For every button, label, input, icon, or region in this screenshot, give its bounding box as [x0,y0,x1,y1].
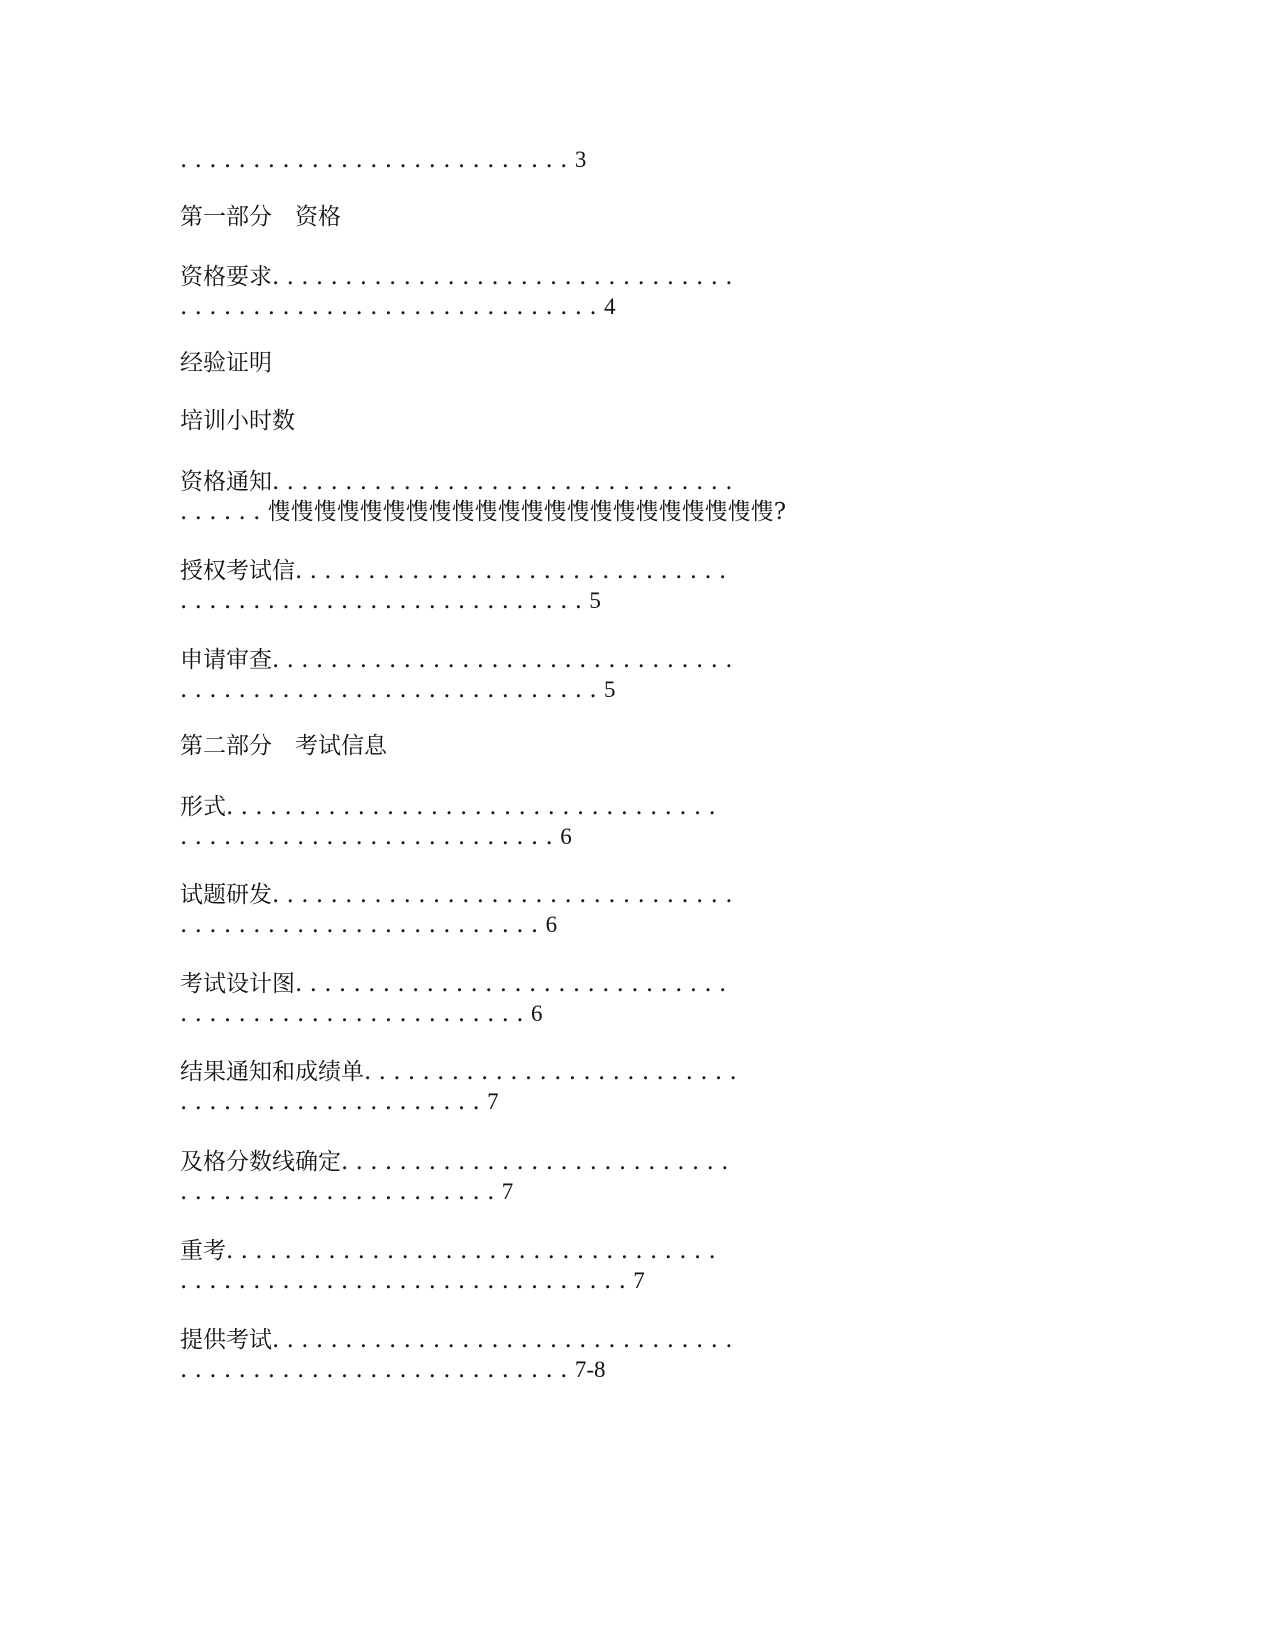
leader-dots: . . . . . . . . . . . . . . . . . . . . . . . . . . . . . . . . . . [226,1238,716,1264]
toc-entry-qualification-notice[interactable] [180,467,733,497]
toc-entry-training-hours[interactable] [180,406,295,436]
toc-entry-item-development[interactable] [180,880,733,910]
toc-entry-continuation [180,497,786,527]
page-number: 7-8 [574,1357,606,1382]
leader-dots: . . . . . . . . . . . . . . . . . . . . . . . . . . . . . . . . . . [226,794,716,820]
entry-title: 重考 [180,1238,226,1264]
leader-dots: . . . . . . . . . . . . . . . . . . . . . . . . . . . . [180,588,583,614]
page-number: 6 [530,1001,543,1026]
page-number: 5 [589,588,601,613]
toc-entry-retake[interactable] [180,1236,716,1266]
page-number: 6 [545,912,558,937]
entry-title: 试题研发 [180,882,272,908]
toc-entry-qualification-requirements[interactable] [180,262,733,292]
leader-dots: . . . . . . . . . . . . . . . . . . . . . . . . . . . . . . [295,558,727,584]
entry-title: 结果通知和成绩单 [180,1059,364,1085]
toc-entry-continuation [180,1266,645,1296]
leader-dots: . . . . . . . . . . . . . . . . . . . . . . . . . . . . . . . . [272,647,733,673]
leader-dots: . . . . . . . . . . . . . . . . . . . . . [180,1089,480,1115]
leader-dots: . . . . . . . . . . . . . . . . . . . . . . . . [180,1001,524,1027]
toc-entry-authorization-letter[interactable] [180,556,726,586]
leader-dots: . . . . . . . . . . . . . . . . . . . . . . . . . . . [341,1149,729,1175]
page-number: 6 [560,824,572,849]
entry-title: 形式 [180,794,226,820]
leader-dots: . . . . . . . . . . . . . . . . . . . . . . . . . . . [180,147,568,173]
leader-dots: . . . . . . . . . . . . . . . . . . . . . . . . . . . . . . . . [272,264,733,290]
entry-title: 申请审查 [180,647,272,673]
page-number: 4 [604,294,616,319]
page-number: 7 [501,1179,514,1204]
toc-entry-format[interactable] [180,792,716,822]
part2-heading: 第二部分 考试信息 [180,733,387,759]
toc-intro-line[interactable] [180,145,586,175]
toc-entry-continuation [180,1355,605,1385]
leader-dots: . . . . . . . . . . . . . . . . . . . . . . . . . . . . . . . [180,1268,626,1294]
leader-dots: . . . . . . . . . . . . . . . . . . . . . . . . . . . . . . . . [272,469,733,495]
leader-dots: . . . . . . [180,499,261,525]
toc-entry-continuation [180,1087,499,1117]
toc-entry-exam-blueprint[interactable] [180,969,726,999]
toc-entry-continuation [180,292,616,322]
leader-dots: . . . . . . . . . . . . . . . . . . . . . . . . . . . . . [180,677,597,703]
part1-heading: 第一部分 资格 [180,204,341,230]
toc-entry-exam-delivery[interactable] [180,1325,733,1355]
leader-dots: . . . . . . . . . . . . . . . . . . . . . . . . . . . . . . [295,971,727,997]
page-number: 7 [633,1268,645,1293]
entry-title: 授权考试信 [180,558,295,584]
page-number: 5 [604,677,616,702]
leader-dots: . . . . . . . . . . . . . . . . . . . . . . . . . . [180,824,553,850]
leader-dots: . . . . . . . . . . . . . . . . . . . . . . . . . . . . . . . . [272,1327,733,1353]
toc-entry-continuation [180,999,542,1029]
toc-entry-experience-proof[interactable] [180,348,272,378]
toc-entry-results-notice[interactable] [180,1057,737,1087]
toc-entry-continuation [180,586,601,616]
leader-dots: . . . . . . . . . . . . . . . . . . . . . . . . . [180,912,539,938]
leader-dots: . . . . . . . . . . . . . . . . . . . . . . [180,1179,495,1205]
page-number: 7 [487,1089,499,1114]
entry-title: 培训小时数 [180,408,295,434]
toc-entry-passing-score[interactable] [180,1147,729,1177]
toc-entry-application-review[interactable] [180,645,733,675]
entry-title: 经验证明 [180,350,272,376]
toc-entry-continuation [180,675,616,705]
entry-title: 资格要求 [180,264,272,290]
entry-title: 资格通知 [180,469,272,495]
page-number: 3 [574,147,587,172]
toc-entry-continuation [180,822,572,852]
toc-entry-continuation [180,1177,513,1207]
entry-title: 考试设计图 [180,971,295,997]
leader-dots: . . . . . . . . . . . . . . . . . . . . . . . . . . [364,1059,737,1085]
leader-dots: . . . . . . . . . . . . . . . . . . . . . . . . . . . [180,1357,568,1383]
entry-title: 提供考试 [180,1327,272,1353]
toc-entry-continuation [180,910,557,940]
leader-dots: . . . . . . . . . . . . . . . . . . . . . . . . . . . . . . . . [272,882,733,908]
garbled-page-text: 愯愯愯愯愯愯愯愯愯愯愯愯愯愯愯愯愯愯愯愯愯愯? [267,499,787,525]
leader-dots: . . . . . . . . . . . . . . . . . . . . . . . . . . . . . [180,294,597,320]
entry-title: 及格分数线确定 [180,1149,341,1175]
